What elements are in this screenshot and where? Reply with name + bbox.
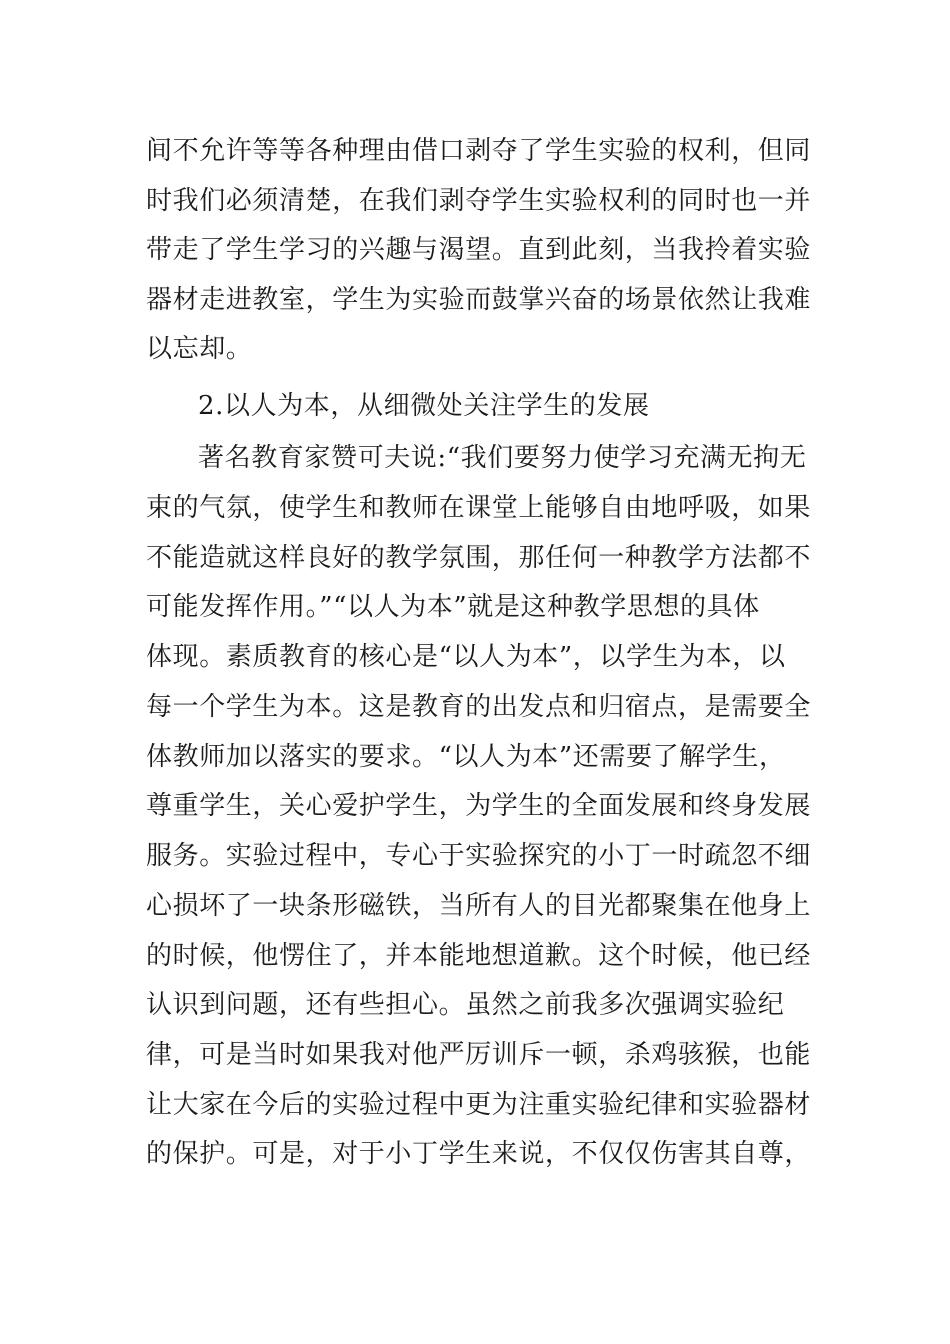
text-line: 间不允许等等各种理由借口剥夺了学生实验的权利，但同 [146, 136, 812, 166]
paragraph-first-line: 著名教育家赞可夫说:“我们要努力使学习充满无拘无 [198, 443, 807, 473]
text-line: 律，可是当时如果我对他严厉训斥一顿，杀鸡骇猴，也能 [146, 1040, 812, 1070]
text-line: 不能造就这样良好的教学氛围，那任何一种教学方法都不 [146, 543, 812, 573]
text-line: 认识到问题，还有些担心。虽然之前我多次强调实验纪 [146, 990, 785, 1020]
text-line: 体教师加以落实的要求。“以人为本”还需要了解学生， [146, 742, 786, 772]
text-line: 的保护。可是，对于小丁学生来说，不仅仅伤害其自尊， [146, 1139, 812, 1169]
text-line: 时我们必须清楚，在我们剥夺学生实验权利的同时也一并 [146, 186, 812, 216]
text-line: 以忘却。 [146, 334, 253, 364]
text-line: 可能发挥作用。”“以人为本”就是这种教学思想的具体 [146, 592, 760, 622]
text-line: 让大家在今后的实验过程中更为注重实验纪律和实验器材 [146, 1090, 812, 1120]
section-heading: 2.以人为本，从细微处关注学生的发展 [198, 391, 650, 421]
text-line: 带走了学生学习的兴趣与渴望。直到此刻，当我拎着实验 [146, 235, 812, 265]
text-line: 束的气氛，使学生和教师在课堂上能够自由地呼吸，如果 [146, 493, 812, 523]
text-line: 器材走进教室，学生为实验而鼓掌兴奋的场景依然让我难 [146, 285, 812, 315]
text-line: 体现。素质教育的核心是“以人为本”，以学生为本，以 [146, 642, 786, 672]
text-line: 心损坏了一块条形磁铁，当所有人的目光都聚集在他身上 [146, 891, 812, 921]
text-line: 每一个学生为本。这是教育的出发点和归宿点，是需要全 [146, 692, 812, 722]
text-line: 尊重学生，关心爱护学生，为学生的全面发展和终身发展 [146, 791, 812, 821]
text-line: 服务。实验过程中，专心于实验探究的小丁一时疏忽不细 [146, 841, 812, 871]
text-line: 的时候，他愣住了，并本能地想道歉。这个时候，他已经 [146, 941, 812, 971]
